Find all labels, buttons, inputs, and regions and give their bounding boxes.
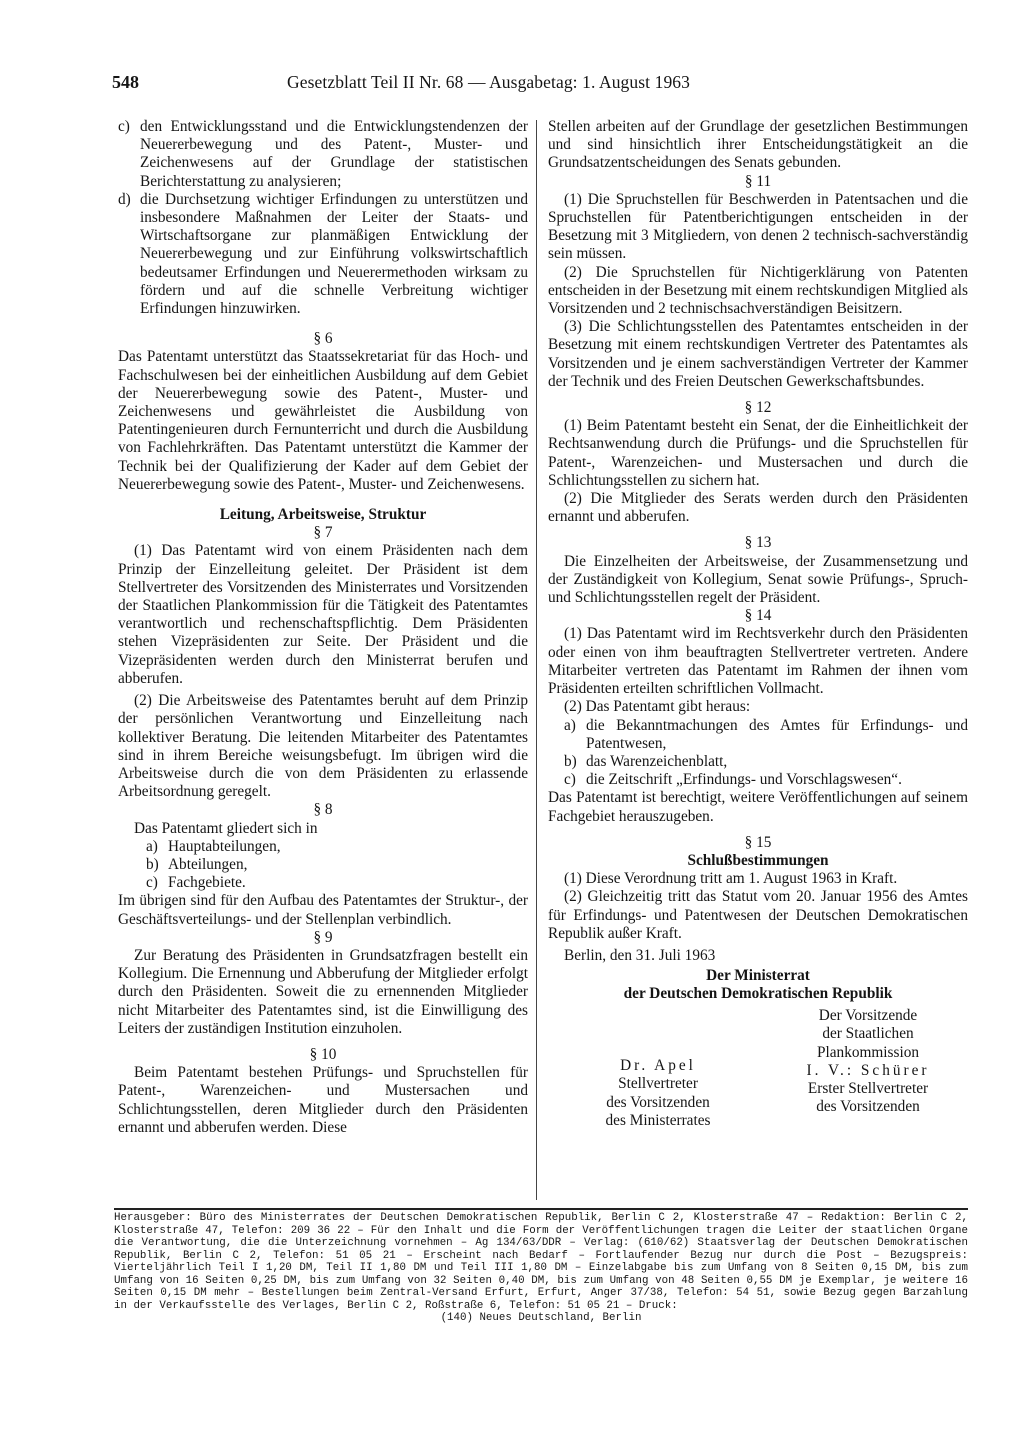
- item-label: a): [146, 837, 158, 855]
- item-label: b): [564, 752, 577, 770]
- paragraph: Im übrigen sind für den Aufbau des Patentamtes der Struktur-, der Geschäftsverteilungs- und der Stellenplan verbindlich.: [118, 892, 528, 928]
- list-item: [548, 753, 968, 771]
- paragraph: (1) Das Patentamt wird von einem Präsidenten nach dem Prinzip der Einzelleitung geleitet. Der Präsident ist dem Stellvertreter des Vorsitzenden des Ministerrates und Vorsitzenden der Staatlichen Plankommission für die Tätigkeit des Patentamtes verantwortlich und rechenschaftspflichtig. Dem Präsidenten stehen Vizepräsidenten zur Seite. Der Präsident und die Vizepräsidenten werden durch den Ministerrat berufen und abberufen.: [118, 542, 528, 687]
- signatory-role: des Vorsitzenden: [816, 1098, 920, 1116]
- list-item: [118, 874, 528, 892]
- left-column: [118, 118, 528, 1137]
- paragraph: (2) Die Spruchstellen für Nichtigerklärung von Patenten entscheiden in der Besetzung mit einem rechtskundigen Mitglied als Vorsitzenden und 2 technischsachverständigen Beisitzern.: [548, 263, 968, 318]
- signatory-right: [768, 1007, 968, 1116]
- paragraph: Beim Patentamt bestehen Prüfungs- und Spruchstellen für Patent-, Warenzeichen- und Mustersachen und Schlichtungsstellen, deren Mitglieder durch den Präsidenten ernannt und abberufen werden. Diese: [118, 1064, 528, 1136]
- paragraph: Das Patentamt ist berechtigt, weitere Veröffentlichungen auf seinem Fachgebiet herauszugeben.: [548, 789, 968, 825]
- signature-block: [548, 967, 968, 1129]
- section-heading: § 9: [313, 928, 333, 946]
- item-label: a): [564, 716, 576, 734]
- signatory-role: des Ministerrates: [605, 1111, 711, 1129]
- section-heading: § 14: [744, 607, 772, 625]
- list-item: [118, 118, 528, 191]
- footer-divider: [114, 1208, 968, 1210]
- paragraph: (1) Diese Verordnung tritt am 1. August 1963 in Kraft.: [564, 870, 898, 888]
- place-date: Berlin, den 31. Juli 1963: [564, 946, 716, 964]
- signatory-title: der Staatlichen: [822, 1025, 914, 1043]
- paragraph: Zur Beratung des Präsidenten in Grundsatzfragen bestellt ein Kollegium. Die Ernennung und Abberufung der Mitglieder erfolgt durch den Präsidenten. Soweit die zu ernennenden Mitglieder nicht Mitarbeiter des Patentamtes sind, ist die Einwilligung des Leiters der zuständigen Institution einzuholen.: [118, 946, 528, 1037]
- imprint-text: Herausgeber: Büro des Ministerrates der Deutschen Demokratischen Republik, Berlin C 2, Klosterstraße 47 – Redaktion: Berlin C 2, Klosterstraße 47, Telefon: 209 36 22 – Für den Inhalt und die Form der Veröffentlichungen tragen die Leiter der staatlichen Organe die Verantwortung, die die Unterzeichnung vornehmen – Ag 134/63/DDR – Verlag: (610/62) Staatsverlag der Deutschen Demokratischen Republik, Berlin C 2, Telefon: 51 05 21 – Erscheint nach Bedarf – Fortlaufender Bezug nur durch die Post – Bezugspreis: Vierteljährlich Teil I 1,20 DM, Teil II 1,80 DM und Teil III 1,80 DM – Einzelabgabe bis zum Umfang von 8 Seiten 0,15 DM, bis zum Umfang von 16 Seiten 0,25 DM, bis zum Umfang von 32 Seiten 0,40 DM, bis zum Umfang von 48 Seiten 0,55 DM je Exemplar, je weitere 16 Seiten 0,15 DM mehr – Bestellungen beim Zentral-Versand Erfurt, Erfurt, Anger 37/38, Telefon: 54 51, sowie Bezug gegen Barzahlung in der Verkaufsstelle des Verlages, Berlin C 2, Roßstraße 6, Telefon: 51 05 21 – Druck:: [114, 1212, 968, 1312]
- signing-organ: der Deutschen Demokratischen Republik: [623, 985, 893, 1003]
- item-text: die Bekanntmachungen des Amtes für Erfindungs- und Patentwesen,: [586, 716, 968, 752]
- signatory-left: [578, 1057, 738, 1130]
- paragraph: (1) Die Spruchstellen für Beschwerden in Patentsachen und die Spruchstellen für Patentberichtigungen entscheiden in der Besetzung mit 3 Mitgliedern, von denen 2 technisch-sachverständig sein müssen.: [548, 190, 968, 263]
- section-heading: § 7: [313, 524, 333, 542]
- paragraph: (1) Das Patentamt wird im Rechtsverkehr durch den Präsidenten oder einen von ihm beauftragten Stellvertreter vertreten. Andere Mitarbeiter vertreten das Patentamt im Rahmen der ihnen vom Präsidenten erteilten schriftlichen Vollmacht.: [548, 625, 968, 698]
- signatory-name: Dr. Apel: [620, 1057, 696, 1075]
- item-text: Hauptabteilungen,: [168, 837, 281, 855]
- signing-organ: Der Ministerrat: [706, 967, 810, 985]
- item-text: das Warenzeichenblatt,: [586, 752, 728, 770]
- paragraph: Das Patentamt unterstützt das Staatssekretariat für das Hoch- und Fachschulwesen bei der einheitlichen Ausbildung auf dem Gebiet der Neuererbewegung sowie des Patent-, Muster- und Zeichenwesens und gewährleistet die Ausbildung von Patentingenieuren durch Fernunterricht und durch die Ausbildung von Fachlehrkräften. Das Patentamt unterstützt die Kammer der Technik bei der Qualifizierung der Kader auf dem Gebiet der Neuererbewegung sowie des Patent-, Muster- und Zeichenwesens.: [118, 348, 528, 493]
- section-heading: § 6: [313, 330, 333, 348]
- column-divider: [536, 120, 537, 1200]
- page-header: [112, 72, 968, 100]
- signatory-title: Der Vorsitzende: [818, 1007, 918, 1025]
- signatory-role: Stellvertreter: [618, 1075, 698, 1093]
- paragraph: (2) Das Patentamt gibt heraus:: [564, 698, 751, 716]
- paragraph: Die Einzelheiten der Arbeitsweise, der Zusammensetzung und der Zuständigkeit von Kollegium, Senat sowie Prüfungs-, Spruch- und Schlichtungsstellen regelt der Präsident.: [548, 552, 968, 607]
- signatory-role: Erster Stellvertreter: [807, 1079, 929, 1097]
- list-item: [118, 191, 528, 318]
- signatory-title: Plankommission: [817, 1043, 919, 1061]
- printer-line: (140) Neues Deutschland, Berlin: [440, 1312, 642, 1324]
- list-item: [118, 856, 528, 874]
- section-heading: § 8: [313, 801, 333, 819]
- section-title: Schlußbestimmungen: [687, 851, 829, 869]
- header-title: Gesetzblatt Teil II Nr. 68 — Ausgabetag: 1. August 1963: [287, 72, 690, 92]
- section-heading: § 10: [309, 1045, 337, 1063]
- paragraph: (1) Beim Patentamt besteht ein Senat, der die Einheitlichkeit der Rechtsanwendung durch die Prüfungs- und die Spruchstellen für Patent-, Warenzeichen- und Mustersachen und durch die Schlichtungsstellen zu sichern hat.: [548, 417, 968, 489]
- page-number: 548: [112, 72, 139, 92]
- signatory-role: des Vorsitzenden: [606, 1093, 710, 1111]
- paragraph: Stellen arbeiten auf der Grundlage der gesetzlichen Bestimmungen und sind hinsichtlich ihrer Entscheidungstätigkeit an die Grundsatzentscheidungen des Senats gebunden.: [548, 118, 968, 172]
- signatory-name: I. V.: Schürer: [806, 1061, 930, 1079]
- paragraph: Das Patentamt gliedert sich in: [134, 819, 318, 837]
- item-text: Abteilungen,: [168, 855, 248, 873]
- paragraph: (3) Die Schlichtungsstellen des Patentamtes entscheiden in der Besetzung mit einem rechtskundigen Vertreter des Patentamtes als Vorsitzenden und je einem sachverständigen Vertreter der Kammer der Technik und des Freien Deutschen Gewerkschaftsbundes.: [548, 318, 968, 390]
- item-label: b): [146, 855, 159, 873]
- item-text: die Zeitschrift „Erfindungs- und Vorschlagswesen“.: [586, 771, 902, 789]
- item-label: c): [118, 118, 130, 135]
- item-label: c): [146, 874, 158, 892]
- section-title: Leitung, Arbeitsweise, Struktur: [219, 506, 427, 524]
- list-item: [118, 838, 528, 856]
- section-heading: § 13: [744, 534, 772, 552]
- item-text: Fachgebiete.: [168, 874, 246, 892]
- right-column: [548, 118, 968, 1129]
- paragraph: (2) Die Mitglieder des Serats werden durch den Präsidenten ernannt und abberufen.: [548, 490, 968, 526]
- imprint-footer: [114, 1212, 968, 1325]
- paragraph: (2) Die Arbeitsweise des Patentamtes beruht auf dem Prinzip der persönlichen Verantwortung und Einzelleitung nach kollektiver Beratung. Die leitenden Mitarbeiter des Patentamtes sind in ihrem Bereiche weisungsbefugt. Im übrigen wird die Arbeitsweise durch die von dem Präsidenten zu erlassende Arbeitsordnung geregelt.: [118, 692, 528, 801]
- section-heading: § 15: [744, 833, 772, 851]
- section-heading: § 11: [744, 172, 772, 190]
- item-label: d): [118, 190, 131, 208]
- item-text: den Entwicklungsstand und die Entwicklungstendenzen der Neuererbewegung und des Patent-, Muster- und Zeichenwesens auf der Grundlage der statistischen Berichterstattung zu analysieren;: [140, 118, 528, 190]
- list-item: [548, 771, 968, 789]
- list-item: [548, 717, 968, 753]
- paragraph: (2) Gleichzeitig tritt das Statut vom 20. Januar 1956 des Amtes für Erfindungs- und Patentwesen der Deutschen Demokratischen Republik außer Kraft.: [548, 888, 968, 942]
- item-text: die Durchsetzung wichtiger Erfindungen zu unterstützen und insbesondere Maßnahmen der Leiter der Staats- und Wirtschaftsorgane zur planmäßigen Entwicklung der Neuererbewegung und zur Einführung volkswirtschaftlich bedeutsamer Erfindungen und Neuerermethoden wirksam zu fördern und auf die schnelle Verbreitung wichtiger Erfindungen hinzuwirken.: [140, 190, 528, 318]
- section-heading: § 12: [744, 399, 772, 417]
- item-label: c): [564, 771, 576, 789]
